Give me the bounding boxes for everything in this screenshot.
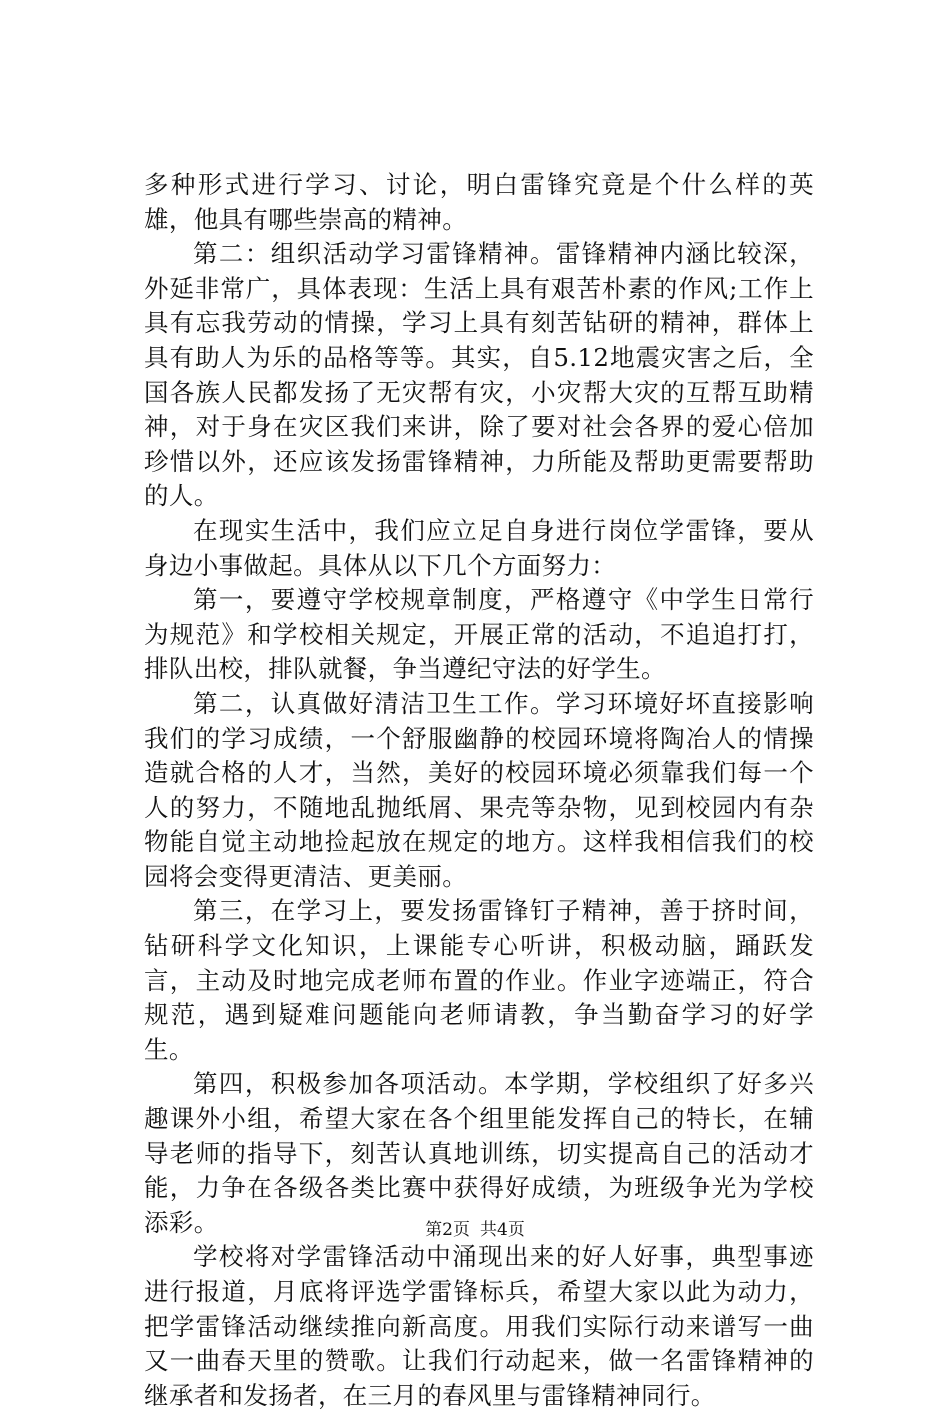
paragraph-8: 学校将对学雷锋活动中涌现出来的好人好事，典型事迹进行报道，月底将评选学雷锋标兵，希望大家以此为动力，把学雷锋活动继续推向新高度。用我们实际行动来谱写一曲又一曲春天里的赞歌。让我们行动起来，做一名雷锋精神的继承者和发扬者，在三月的春风里与雷锋精神同行。 (144, 1242, 814, 1410)
paragraph-2: 第二：组织活动学习雷锋精神。雷锋精神内涵比较深，外延非常广，具体表现：生活上具有艰苦朴素的作风;工作上具有忘我劳动的情操，学习上具有刻苦钻研的精神，群体上具有助人为乐的品格等等。其实，自5.12地震灾害之后，全国各族人民都发扬了无灾帮有灾，小灾帮大灾的互帮互助精神，对于身在灾区我们来讲，除了要对社会各界的爱心倍加珍惜以外，还应该发扬雷锋精神，力所能及帮助更需要帮助的人。 (144, 239, 814, 511)
paragraph-6: 第三，在学习上，要发扬雷锋钉子精神，善于挤时间，钻研科学文化知识，上课能专心听讲，积极动脑，踊跃发言，主动及时地完成老师布置的作业。作业字迹端正，符合规范，遇到疑难问题能向老师请教，争当勤奋学习的好学生。 (144, 896, 814, 1064)
paragraph-4: 第一，要遵守学校规章制度，严格遵守《中学生日常行为规范》和学校相关规定，开展正常的活动，不追追打打，排队出校，排队就餐，争当遵纪守法的好学生。 (144, 585, 814, 684)
page-footer (0, 1218, 950, 1242)
paragraph-3: 在现实生活中，我们应立足自身进行岗位学雷锋，要从身边小事做起。具体从以下几个方面努力： (144, 515, 814, 580)
page-total: 共4页 (480, 1220, 525, 1240)
paragraph-1: 多种形式进行学习、讨论，明白雷锋究竟是个什么样的英雄，他具有哪些崇高的精神。 (144, 170, 814, 234)
paragraph-5: 第二，认真做好清洁卫生工作。学习环境好坏直接影响我们的学习成绩，一个舒服幽静的校园环境将陶冶人的情操造就合格的人才，当然，美好的校园环境必须靠我们每一个人的努力，不随地乱抛纸屑、果壳等杂物，见到校园内有杂物能自觉主动地捡起放在规定的地方。这样我相信我们的校园将会变得更清洁、更美丽。 (144, 688, 814, 891)
page-number: 第2页 (425, 1220, 470, 1240)
paragraph-7: 第四，积极参加各项活动。本学期，学校组织了好多兴趣课外小组，希望大家在各个组里能发挥自己的特长，在辅导老师的指导下，刻苦认真地训练，切实提高自己的活动才能，力争在各级各类比赛中获得好成绩，为班级争光为学校添彩。 (144, 1069, 814, 1237)
